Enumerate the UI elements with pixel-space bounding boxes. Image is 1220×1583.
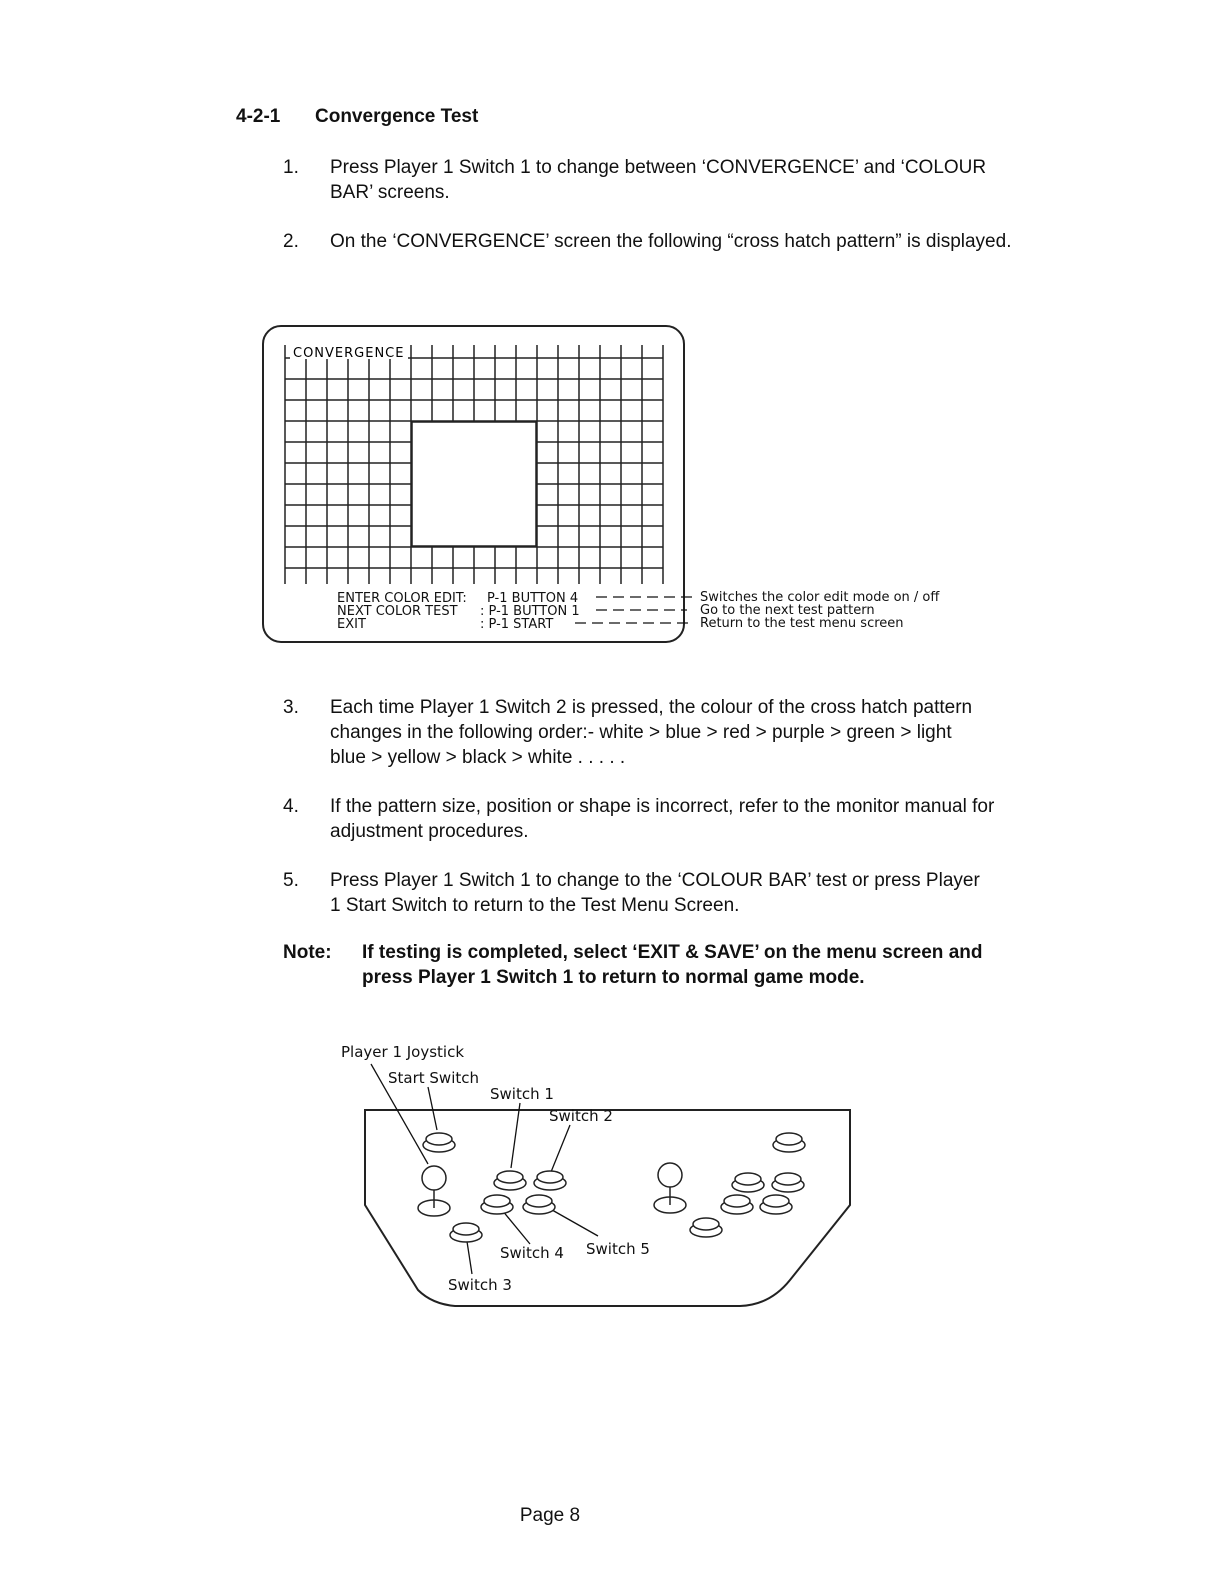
switch-5-label: Switch 5 (586, 1240, 650, 1258)
start-switch-label: Start Switch (388, 1069, 480, 1087)
joystick-p2-icon (654, 1163, 686, 1213)
panel-button-icon (523, 1195, 555, 1214)
panel-button-icon (772, 1173, 804, 1192)
joystick-p1-icon (418, 1166, 450, 1216)
step-text: On the ‘CONVERGENCE’ screen the following “cross hatch pattern” is displayed. (330, 231, 1012, 252)
switch-4-label: Switch 4 (500, 1244, 564, 1262)
panel-button-icon (721, 1195, 753, 1214)
panel-button-icon (450, 1223, 482, 1242)
menu-label: EXIT (337, 617, 366, 632)
step-number: 4. (283, 796, 299, 817)
section-title: Convergence Test (315, 106, 479, 127)
menu-key: P-1 BUTTON 4 (487, 591, 579, 606)
panel-button-icon (773, 1133, 805, 1152)
panel-button-icon (423, 1133, 455, 1152)
page-number: Page 8 (519, 1505, 581, 1526)
step-text: If the pattern size, position or shape is incorrect, refer to the monitor manual for adjustment procedures. (330, 796, 995, 842)
menu-key: : P-1 START (480, 617, 554, 632)
panel-button-icon (760, 1195, 792, 1214)
pointer-lines (371, 1064, 598, 1274)
step-text: Each time Player 1 Switch 2 is pressed, the colour of the cross hatch pattern changes in the following order:- white > blue > red > purple > green > light blue > yellow > black > white . . . . . (330, 697, 973, 768)
step-number: 1. (283, 157, 299, 178)
panel-button-icon (690, 1218, 722, 1237)
note-text: If testing is completed, select ‘EXIT & SAVE’ on the menu screen and press Player 1 Switch 1 to return to normal game mode. (362, 942, 983, 988)
menu-description: Switches the color edit mode on / off (700, 590, 940, 605)
panel-buttons (423, 1133, 805, 1242)
step-number: 5. (283, 870, 299, 891)
step-number: 2. (283, 231, 299, 252)
step-text: Press Player 1 Switch 1 to change between ‘CONVERGENCE’ and ‘COLOUR BAR’ screens. (330, 157, 987, 203)
convergence-title: CONVERGENCE (293, 346, 405, 361)
note-label: Note: (283, 942, 332, 963)
panel-button-icon (494, 1171, 526, 1190)
panel-button-icon (534, 1171, 566, 1190)
joystick-label: Player 1 Joystick (341, 1043, 465, 1061)
menu-description: Go to the next test pattern (700, 603, 875, 618)
menu-label: NEXT COLOR TEST (337, 604, 458, 619)
menu-key: : P-1 BUTTON 1 (480, 604, 580, 619)
panel-button-icon (732, 1173, 764, 1192)
step-text: Press Player 1 Switch 1 to change to the ‘COLOUR BAR’ test or press Player 1 Start Switch to return to the Test Menu Screen. (330, 870, 980, 916)
step-number: 3. (283, 697, 299, 718)
switch-2-label: Switch 2 (549, 1107, 613, 1125)
panel-button-icon (481, 1195, 513, 1214)
section-number: 4-2-1 (236, 106, 281, 127)
menu-label: ENTER COLOR EDIT: (337, 591, 467, 606)
switch-1-label: Switch 1 (490, 1085, 554, 1103)
switch-3-label: Switch 3 (448, 1276, 512, 1294)
menu-description: Return to the test menu screen (700, 616, 904, 631)
